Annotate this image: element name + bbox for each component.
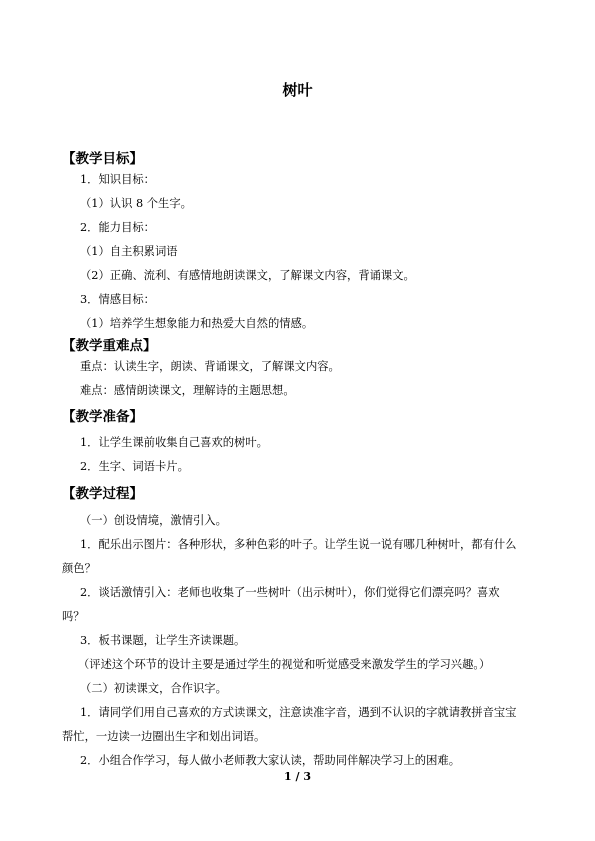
key-points-line-2: 难点：感情朗读课文，理解诗的主题思想。 — [80, 384, 295, 397]
process-line-4: 2．谈话激情引入：老师也收集了一些树叶（出示树叶），你们觉得它们漂亮吗？喜欢 — [80, 586, 500, 599]
goals-line-3: 2．能力目标： — [80, 221, 155, 234]
process-line-3: 颜色？ — [62, 562, 96, 575]
section-heading-key-points: 【教学重难点】 — [62, 338, 157, 354]
preparation-line-1: 1．让学生课前收集自己喜欢的树叶。 — [80, 436, 268, 449]
process-line-1: （一）创设情境，激情引入。 — [80, 514, 227, 527]
section-heading-goals: 【教学目标】 — [62, 151, 143, 167]
process-line-9: 1．请同学们用自己喜欢的方式读课文，注意读准字音，遇到不认识的字就请教拼音宝宝 — [80, 706, 517, 719]
goals-line-2: （1）认识 8 个生字。 — [80, 197, 192, 210]
process-line-8: （二）初读课文，合作识字。 — [80, 682, 227, 695]
goals-line-7: （1）培养学生想象能力和热爱大自然的情感。 — [80, 317, 314, 330]
section-heading-process: 【教学过程】 — [62, 486, 143, 502]
section-heading-preparation: 【教学准备】 — [62, 409, 143, 425]
goals-line-5: （2）正确、流利、有感情地朗读课文，了解课文内容，背诵课文。 — [80, 269, 415, 282]
goals-line-4: （1）自主积累词语 — [80, 245, 178, 258]
key-points-line-1: 重点：认读生字，朗读、背诵课文，了解课文内容。 — [80, 360, 340, 373]
process-line-5: 吗？ — [62, 610, 85, 623]
page-number: 1 / 3 — [284, 770, 311, 783]
process-line-10: 帮忙，一边读一边圈出生字和划出词语。 — [62, 730, 266, 743]
goals-line-1: 1．知识目标： — [80, 173, 155, 186]
process-line-6: 3．板书课题，让学生齐读课题。 — [80, 634, 246, 647]
goals-line-6: 3．情感目标： — [80, 293, 155, 306]
preparation-line-2: 2．生字、词语卡片。 — [80, 460, 189, 473]
process-line-11: 2．小组合作学习，每人做小老师教大家认读，帮助同伴解决学习上的困难。 — [80, 754, 460, 767]
document-title: 树叶 — [282, 81, 313, 99]
process-line-2: 1．配乐出示图片：各种形状，多种色彩的叶子。让学生说一说有哪几种树叶，都有什么 — [80, 538, 517, 551]
process-line-7: （评述这个环节的设计主要是通过学生的视觉和听觉感受来激发学生的学习兴趣。） — [78, 658, 491, 671]
